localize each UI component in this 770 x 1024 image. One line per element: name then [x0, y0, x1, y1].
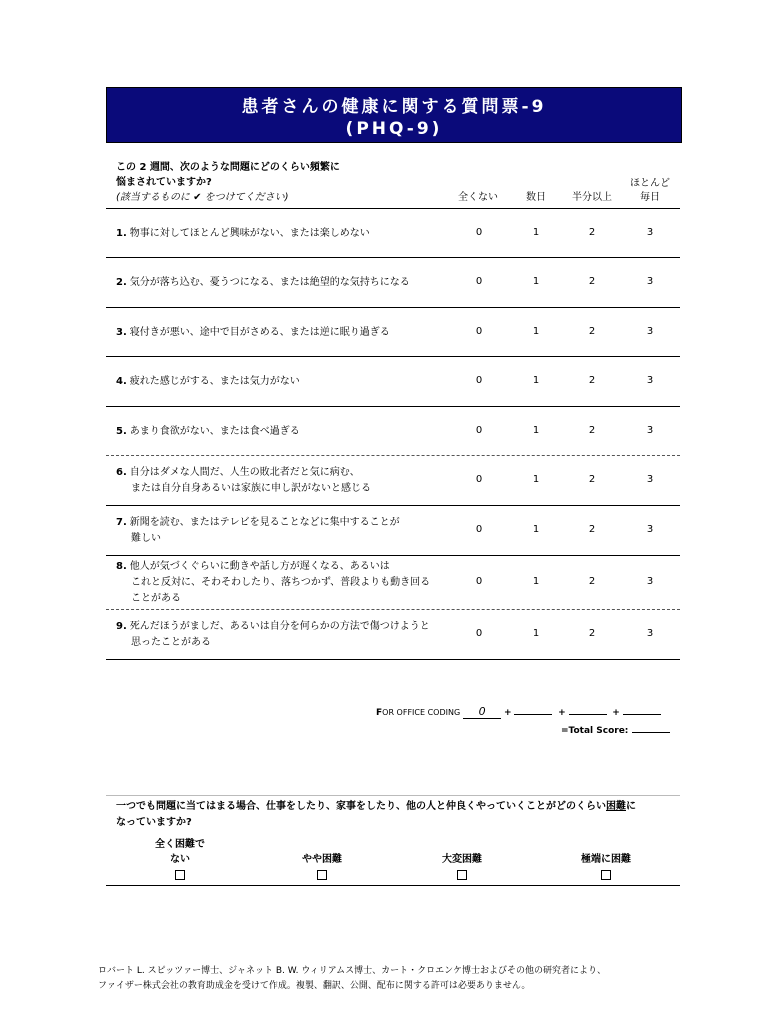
question-line-text: 疲れた感じがする、または気力がない	[129, 376, 300, 387]
answer-option-3[interactable]: 3	[646, 576, 654, 587]
answer-option-2[interactable]: 2	[588, 628, 596, 639]
question-text	[116, 515, 400, 547]
question-row	[106, 209, 680, 258]
difficulty-question	[116, 799, 636, 831]
question-line	[116, 325, 390, 341]
difficulty-option-somewhat[interactable]	[282, 852, 362, 885]
question-line: 思ったことがある	[131, 637, 211, 648]
answer-option-1[interactable]: 1	[532, 576, 540, 587]
question-line	[116, 515, 400, 531]
answer-option-0[interactable]: 0	[475, 276, 483, 287]
answer-option-2[interactable]: 2	[588, 326, 596, 337]
question-line	[116, 465, 371, 481]
question-line: ことがある	[131, 593, 181, 604]
answer-option-2[interactable]: 2	[588, 474, 596, 485]
difficulty-label-line-2: ない	[170, 854, 190, 865]
column-header-nearly-line-2: 毎日	[640, 192, 660, 203]
question-number: 3.	[116, 327, 127, 338]
answer-option-2[interactable]: 2	[588, 524, 596, 535]
answer-option-3[interactable]: 3	[646, 375, 654, 386]
question-number: 8.	[116, 561, 127, 572]
question-text	[116, 275, 410, 291]
column-header-several-days: 数日	[526, 192, 546, 203]
question-row	[106, 258, 680, 308]
plus-sign: +	[612, 708, 620, 718]
question-line: または自分自身あるいは家族に申し訳がないと感じる	[131, 483, 371, 494]
difficulty-checkbox[interactable]	[317, 870, 327, 880]
answer-option-2[interactable]: 2	[588, 576, 596, 587]
question-text	[116, 325, 390, 341]
question-line: これと反対に、そわそわしたり、落ちつかず、普段よりも動き回る	[131, 577, 431, 588]
difficulty-checkbox[interactable]	[175, 870, 185, 880]
answer-option-1[interactable]: 1	[532, 227, 540, 238]
question-line-text: 自分はダメな人間だ、人生の敗北者だと気に病む、	[129, 467, 360, 478]
total-score	[561, 726, 670, 736]
score-field-3[interactable]	[569, 714, 607, 715]
answer-option-1[interactable]: 1	[532, 474, 540, 485]
question-row	[106, 456, 680, 506]
answer-option-0[interactable]: 0	[475, 326, 483, 337]
question-line-text: 死んだほうがましだ、あるいは自分を何らかの方法で傷つけようと	[129, 621, 430, 632]
question-line-text: 新聞を読む、またはテレビを見ることなどに集中することが	[129, 517, 400, 528]
answer-option-1[interactable]: 1	[532, 628, 540, 639]
difficulty-top-divider	[106, 795, 680, 796]
title-banner	[106, 87, 682, 143]
question-row	[106, 506, 680, 556]
total-score-label: =Total Score:	[561, 726, 629, 736]
office-coding-label: OR OFFICE CODING	[382, 708, 461, 717]
difficulty-option-not-difficult[interactable]	[140, 837, 220, 885]
column-header-nearly-every-day	[620, 177, 680, 205]
question-line-text: 気分が落ち込む、憂うつになる、または絶望的な気持ちになる	[129, 277, 410, 288]
question-number: 4.	[116, 376, 127, 387]
office-coding-label-f: F	[376, 708, 383, 718]
footer-line-1: ロバート L. スピッツァー博士、ジャネット B. W. ウィリアムス博士、カート・クロエンケ博士およびその他の研究者により、	[98, 966, 606, 976]
answer-option-1[interactable]: 1	[532, 524, 540, 535]
answer-option-1[interactable]: 1	[532, 375, 540, 386]
instructions-line-3: (該当するものに ✔ をつけてください)	[116, 192, 289, 203]
answer-option-3[interactable]: 3	[646, 276, 654, 287]
question-text	[116, 424, 300, 440]
difficulty-bottom-divider	[106, 885, 680, 886]
question-row	[106, 357, 680, 407]
answer-option-0[interactable]: 0	[475, 375, 483, 386]
question-line	[116, 559, 430, 575]
question-number: 2.	[116, 277, 127, 288]
difficulty-label: 極端に困難	[581, 854, 631, 865]
footer-credits	[98, 964, 606, 994]
answer-option-3[interactable]: 3	[646, 425, 654, 436]
answer-option-3[interactable]: 3	[646, 326, 654, 337]
column-header-not-at-all: 全くない	[458, 192, 498, 203]
question-line	[116, 226, 370, 242]
answer-option-2[interactable]: 2	[588, 276, 596, 287]
total-score-field[interactable]	[632, 732, 670, 733]
answer-option-2[interactable]: 2	[588, 375, 596, 386]
question-number: 9.	[116, 621, 127, 632]
answer-option-0[interactable]: 0	[475, 576, 483, 587]
instructions-line-1: この 2 週間、次のような問題にどのくらい頻繁に	[116, 162, 340, 173]
score-field-1[interactable]: 0	[463, 706, 501, 719]
score-field-4[interactable]	[623, 714, 661, 715]
question-text	[116, 559, 430, 607]
difficulty-checkbox[interactable]	[601, 870, 611, 880]
column-header-more-than-half: 半分以上	[572, 192, 612, 203]
question-number: 5.	[116, 426, 127, 437]
footer-line-2: ファイザー株式会社の教育助成金を受けて作成。複製、翻訳、公開、配布に関する許可は必要ありません。	[98, 981, 531, 991]
question-line-text: 物事に対してほとんど興味がない、または楽しめない	[129, 228, 370, 239]
column-header-nearly-line-1: ほとんど	[630, 178, 670, 189]
answer-option-0[interactable]: 0	[475, 628, 483, 639]
question-row	[106, 407, 680, 456]
answer-option-1[interactable]: 1	[532, 326, 540, 337]
question-number: 6.	[116, 467, 127, 478]
plus-sign: +	[558, 708, 566, 718]
question-line	[116, 424, 300, 440]
difficulty-option-extremely[interactable]	[566, 852, 646, 885]
question-line	[116, 619, 430, 635]
question-text	[116, 226, 370, 242]
question-line-text: 寝付きが悪い、途中で目がさめる、または逆に眠り過ぎる	[129, 327, 390, 338]
page-subtitle: (PHQ-9)	[345, 119, 443, 139]
question-line-text: あまり食欲がない、または食べ過ぎる	[129, 426, 300, 437]
question-number: 1.	[116, 228, 127, 239]
answer-option-1[interactable]: 1	[532, 276, 540, 287]
difficulty-checkbox[interactable]	[457, 870, 467, 880]
answer-option-0[interactable]: 0	[475, 425, 483, 436]
instructions	[116, 160, 340, 205]
answer-option-0[interactable]: 0	[475, 524, 483, 535]
question-text	[116, 374, 300, 390]
question-line	[116, 374, 300, 390]
plus-sign: +	[503, 708, 512, 718]
difficulty-label: 大変困難	[442, 854, 482, 865]
answer-option-2[interactable]: 2	[588, 425, 596, 436]
answer-option-1[interactable]: 1	[532, 425, 540, 436]
question-line	[116, 275, 410, 291]
difficulty-option-very[interactable]	[422, 852, 502, 885]
answer-option-0[interactable]: 0	[475, 227, 483, 238]
question-row	[106, 556, 680, 610]
difficulty-label: やや困難	[302, 854, 342, 865]
question-text	[116, 619, 430, 651]
score-field-2[interactable]	[514, 714, 552, 715]
row-divider	[106, 659, 680, 660]
answer-option-3[interactable]: 3	[646, 474, 654, 485]
difficulty-question-line-1: 一つでも問題に当てはまる場合、仕事をしたり、家事をしたり、他の人と仲良くやっていくことがどのくらい困難に	[116, 801, 636, 812]
question-text	[116, 465, 371, 497]
answer-option-2[interactable]: 2	[588, 227, 596, 238]
answer-option-3[interactable]: 3	[646, 227, 654, 238]
answer-option-3[interactable]: 3	[646, 628, 654, 639]
difficulty-label-line-1: 全く困難で	[155, 839, 205, 850]
question-line-text: 他人が気づくぐらいに動きや話し方が遅くなる、あるいは	[129, 561, 390, 572]
question-row	[106, 610, 680, 660]
answer-option-3[interactable]: 3	[646, 524, 654, 535]
question-number: 7.	[116, 517, 127, 528]
question-row	[106, 308, 680, 357]
instructions-line-2: 悩まされていますか?	[116, 177, 212, 188]
difficulty-question-line-2: なっていますか?	[116, 817, 192, 828]
page-title: 患者さんの健康に関する質問票-9	[241, 97, 547, 117]
answer-option-0[interactable]: 0	[475, 474, 483, 485]
office-coding	[376, 706, 661, 719]
question-line: 難しい	[131, 533, 161, 544]
